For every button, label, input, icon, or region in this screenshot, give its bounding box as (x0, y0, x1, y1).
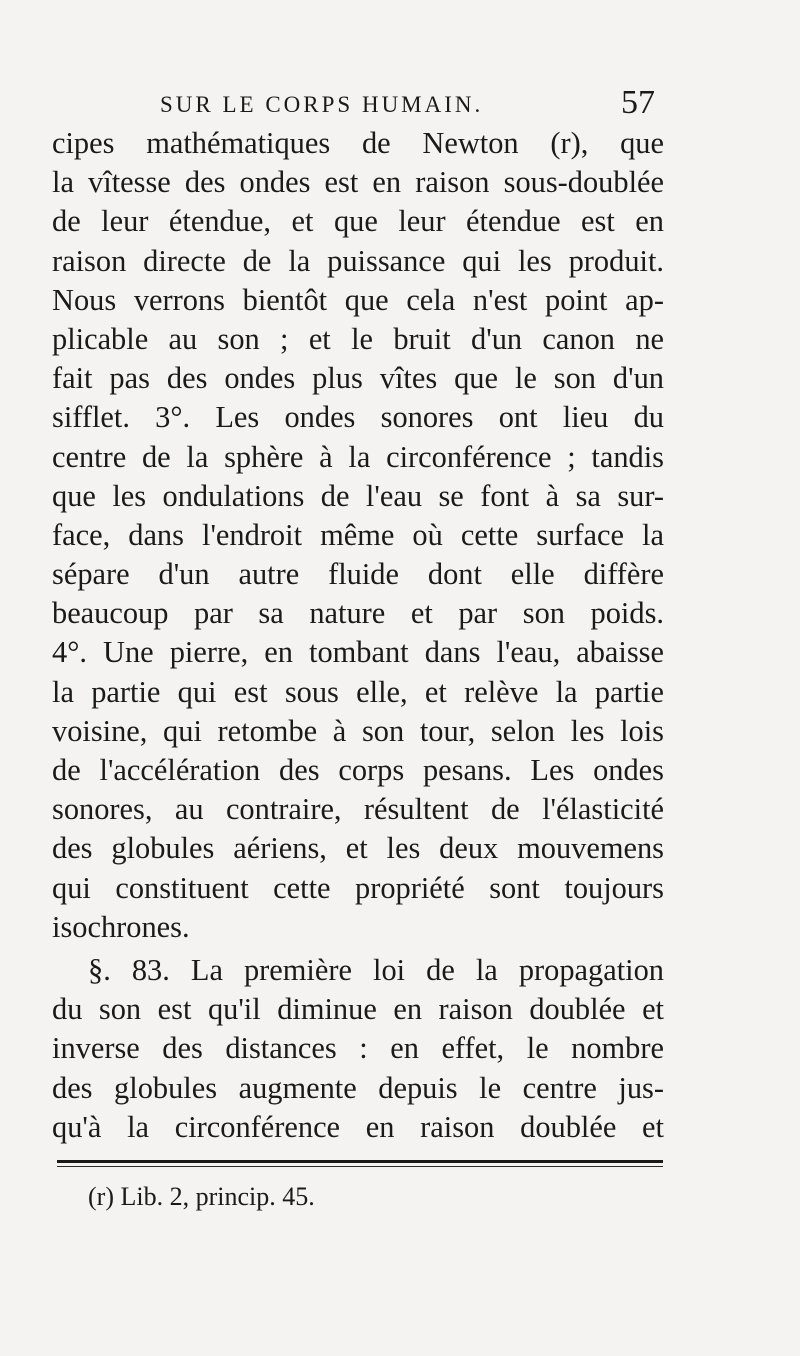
page-header (150, 84, 655, 124)
text-line: sonores, au contraire, résultent de l'élasticité (52, 792, 664, 827)
text-line: inverse des distances : en effet, le nombre (52, 1031, 664, 1066)
text-line: centre de la sphère à la circonférence ; tandis (52, 439, 664, 474)
text-line: isochrones. (52, 909, 190, 944)
footnote-rule (57, 1160, 663, 1163)
text-line: sifflet. 3°. Les ondes sonores ont lieu du (52, 400, 664, 435)
text-line: des globules aériens, et les deux mouvemens (52, 831, 664, 866)
text-line: beaucoup par sa nature et par son poids. (52, 596, 664, 631)
text-line: qui constituent cette propriété sont toujours (52, 870, 664, 905)
text-line: §. 83. La première loi de la propagation (88, 952, 664, 987)
text-line: cipes mathématiques de Newton (r), que (52, 126, 664, 160)
text-line: raison directe de la puissance qui les produit. (52, 243, 664, 278)
text-line: la vîtesse des ondes est en raison sous-doublée (52, 165, 664, 200)
footnote-rule-thin (57, 1166, 663, 1167)
text-line: qu'à la circonférence en raison doublée et (52, 1109, 664, 1144)
text-line: que les ondulations de l'eau se font à sa sur- (52, 478, 664, 513)
text-line: du son est qu'il diminue en raison doublée et (52, 992, 664, 1027)
text-line: fait pas des ondes plus vîtes que le son d'un (52, 361, 664, 396)
footnote: (r) Lib. 2, princip. 45. (88, 1182, 315, 1211)
text-line: face, dans l'endroit même où cette surface la (52, 517, 664, 552)
text-line: des globules augmente depuis le centre jus- (52, 1070, 664, 1105)
text-line: plicable au son ; et le bruit d'un canon ne (52, 321, 664, 356)
running-title: SUR LE CORPS HUMAIN. (160, 92, 484, 117)
text-line: 4°. Une pierre, en tombant dans l'eau, abaisse (52, 635, 664, 670)
text-line: la partie qui est sous elle, et relève la partie (52, 674, 664, 709)
page-number: 57 (621, 84, 655, 121)
text-line: de leur étendue, et que leur étendue est en (52, 204, 664, 239)
text-line: de l'accélération des corps pesans. Les ondes (52, 753, 664, 787)
text-line: voisine, qui retombe à son tour, selon les lois (52, 713, 664, 748)
text-line: sépare d'un autre fluide dont elle diffère (52, 557, 664, 592)
body-text (52, 124, 664, 1147)
text-line: Nous verrons bientôt que cela n'est point ap- (52, 282, 664, 317)
